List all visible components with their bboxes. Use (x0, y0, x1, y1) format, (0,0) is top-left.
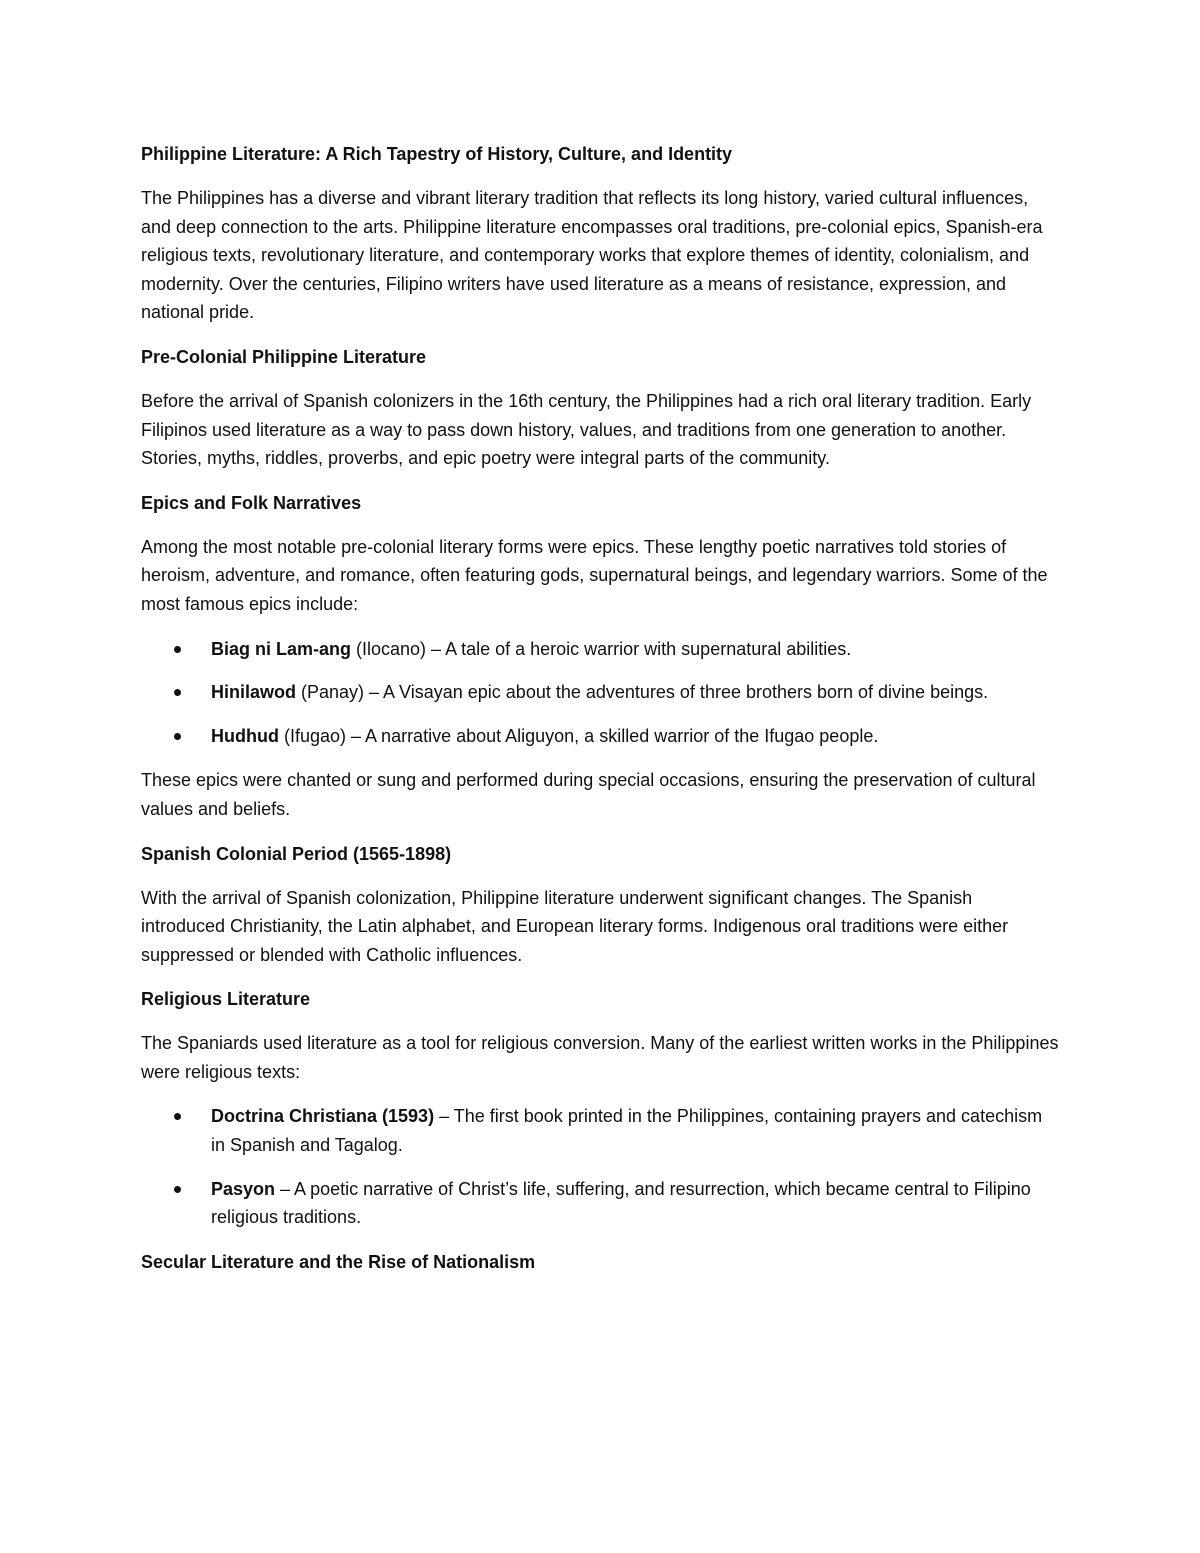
epic-description: (Panay) – A Visayan epic about the adventures of three brothers born of divine beings. (296, 682, 989, 703)
epic-name: Hudhud (211, 725, 279, 746)
list-item (141, 1175, 1061, 1232)
section-heading-precolonial: Pre-Colonial Philippine Literature (141, 346, 427, 367)
epic-name: Hinilawod (211, 682, 296, 703)
document-page (141, 140, 1061, 1292)
bullet-icon (174, 646, 181, 653)
epic-name: Biag ni Lam-ang (211, 638, 352, 659)
section-heading-epics: Epics and Folk Narratives (141, 492, 362, 513)
bullet-icon (174, 733, 181, 740)
work-description: – A poetic narrative of Christ’s life, suffering, and resurrection, which became central to Filipino religious traditions. (211, 1178, 1031, 1228)
list-item (141, 635, 1061, 664)
intro-paragraph: The Philippines has a diverse and vibrant literary tradition that reflects its long history, varied cultural influences, and deep connection to the arts. Philippine literature encompasses oral traditions, pre-colonial epics, Spanish-era religious texts, revolutionary literature, and contemporary works that explore themes of identity, colonialism, and modernity. Over the centuries, Filipino writers have used literature as a means of resistance, expression, and national pride. (141, 188, 1043, 323)
list-item (141, 722, 1061, 751)
epics-closing-paragraph: These epics were chanted or sung and performed during special occasions, ensuring the preservation of cultural values and beliefs. (141, 770, 1036, 819)
work-name: Doctrina Christiana (1593) (211, 1106, 435, 1127)
list-item (141, 1102, 1061, 1159)
bullet-icon (174, 1186, 181, 1193)
epic-description: (Ilocano) – A tale of a heroic warrior with supernatural abilities. (351, 638, 852, 659)
document-title: Philippine Literature: A Rich Tapestry of History, Culture, and Identity (141, 144, 733, 164)
religious-list (141, 1102, 1061, 1231)
epics-paragraph: Among the most notable pre-colonial literary forms were epics. These lengthy poetic narratives told stories of heroism, adventure, and romance, often featuring gods, supernatural beings, and legendary warriors. Some of the most famous epics include: (141, 536, 1048, 614)
epic-description: (Ifugao) – A narrative about Aliguyon, a skilled warrior of the Ifugao people. (278, 725, 879, 746)
list-item (141, 678, 1061, 707)
section-heading-religious: Religious Literature (141, 989, 311, 1010)
section-heading-spanish: Spanish Colonial Period (1565-1898) (141, 843, 452, 864)
work-description: – The first book printed in the Philippines, containing prayers and catechism in Spanish and Tagalog. (211, 1106, 1043, 1156)
section-heading-secular: Secular Literature and the Rise of Nationalism (141, 1251, 536, 1272)
bullet-icon (174, 689, 181, 696)
epics-list (141, 635, 1061, 751)
religious-paragraph: The Spaniards used literature as a tool for religious conversion. Many of the earliest written works in the Philippines were religious texts: (141, 1033, 1059, 1082)
precolonial-paragraph: Before the arrival of Spanish colonizers in the 16th century, the Philippines had a rich oral literary tradition. Early Filipinos used literature as a way to pass down history, values, and traditions from one generation to another. Stories, myths, riddles, proverbs, and epic poetry were integral parts of the community. (141, 390, 1032, 469)
bullet-icon (174, 1113, 181, 1120)
work-name: Pasyon (211, 1178, 276, 1199)
spanish-paragraph: With the arrival of Spanish colonization, Philippine literature underwent significant changes. The Spanish introduced Christianity, the Latin alphabet, and European literary forms. Indigenous oral traditions were either suppressed or blended with Catholic influences. (141, 887, 1009, 965)
